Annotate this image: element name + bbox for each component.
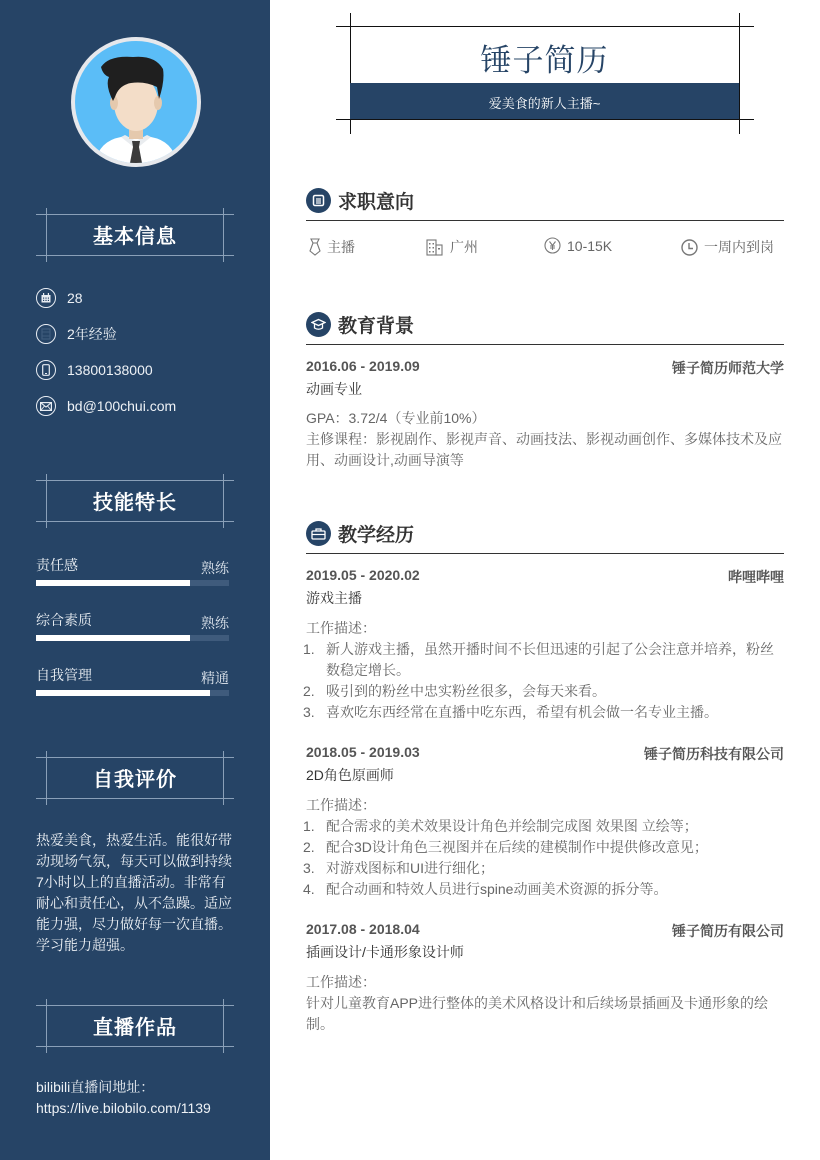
exp-date: 2017.08 - 2018.04 bbox=[306, 921, 420, 937]
exp-duties-list bbox=[303, 639, 785, 723]
skill-level: 精通 bbox=[201, 670, 229, 686]
exp-company: 锤子简历科技有限公司 bbox=[644, 746, 784, 762]
resume-header bbox=[336, 13, 754, 134]
education-heading bbox=[306, 309, 784, 345]
list-item: 4. 配合动画和特效人员进行spine动画美术资源的拆分等。 bbox=[303, 881, 668, 897]
skill-bar bbox=[36, 635, 229, 641]
skills-heading bbox=[36, 474, 234, 528]
basic-info-title: 基本信息 bbox=[93, 226, 177, 248]
exp-duties-list bbox=[303, 816, 785, 900]
skill-bar-fill bbox=[36, 690, 210, 696]
avatar-man-icon bbox=[75, 41, 197, 163]
skill-name: 责任感 bbox=[36, 557, 78, 573]
job-intent-row bbox=[306, 237, 784, 257]
resume-title: 锤子简历 bbox=[480, 43, 609, 78]
exp-role: 游戏主播 bbox=[306, 590, 362, 606]
briefcase-icon bbox=[36, 324, 56, 344]
edu-school: 锤子简历师范大学 bbox=[672, 360, 784, 376]
phone-icon bbox=[36, 360, 56, 380]
skills-title: 技能特长 bbox=[93, 492, 177, 514]
edu-gpa: GPA：3.72/4（专业前10%） bbox=[306, 410, 486, 426]
list-item: 2. 配合3D设计角色三视图并在后续的建模制作中提供修改意见； bbox=[303, 839, 708, 855]
info-age bbox=[36, 288, 83, 308]
list-item: 2. 吸引到的粉丝中忠实粉丝很多，会每天来看。 bbox=[303, 683, 606, 699]
intent-position-text: 主播 bbox=[327, 239, 355, 255]
list-item: 1. 新人游戏主播，虽然开播时间不长但迅速的引起了公会注意并培养，粉丝数稳定增长。 bbox=[303, 641, 774, 678]
experience-heading bbox=[306, 518, 784, 554]
job-intent-title: 求职意向 bbox=[338, 192, 415, 213]
info-phone bbox=[36, 360, 153, 380]
skill-level: 熟练 bbox=[201, 560, 229, 576]
exp-desc-label: 工作描述： bbox=[306, 974, 376, 990]
edu-details bbox=[306, 408, 786, 471]
works-title: 直播作品 bbox=[93, 1017, 177, 1039]
exp-company: 锤子简历有限公司 bbox=[672, 923, 784, 939]
exp-role: 插画设计/卡通形象设计师 bbox=[306, 944, 464, 960]
skill-bar-fill bbox=[36, 635, 190, 641]
list-item: 3. 对游戏图标和UI进行细化； bbox=[303, 860, 494, 876]
basic-info-heading bbox=[36, 208, 234, 262]
clipboard-icon bbox=[306, 188, 331, 213]
list-item: 3. 喜欢吃东西经常在直播中吃东西，希望有机会做一名专业主播。 bbox=[303, 704, 718, 720]
edu-major: 动画专业 bbox=[306, 381, 362, 397]
graduation-cap-icon bbox=[306, 312, 331, 337]
resume-motto: 爱美食的新人主播~ bbox=[488, 96, 601, 111]
skill-level: 熟练 bbox=[201, 615, 229, 631]
info-email bbox=[36, 396, 176, 416]
list-item: 1. 配合需求的美术效果设计角色并绘制完成图 效果图 立绘等； bbox=[303, 818, 698, 834]
avatar bbox=[71, 37, 201, 167]
exp-date: 2019.05 - 2020.02 bbox=[306, 567, 420, 583]
tie-icon bbox=[309, 238, 321, 256]
skill-name: 自我管理 bbox=[36, 667, 92, 683]
works-url-link[interactable]: https://live.bilobilo.com/1139 bbox=[36, 1100, 211, 1116]
mail-icon bbox=[36, 396, 56, 416]
email-value[interactable]: bd@100chui.com bbox=[67, 398, 177, 414]
self-eval-heading bbox=[36, 751, 234, 805]
intent-salary-text: 10-15K bbox=[567, 237, 613, 254]
yen-icon bbox=[544, 237, 561, 254]
sidebar bbox=[0, 0, 270, 1160]
edu-courses: 主修课程：影视剧作、影视声音、动画技法、影视动画创作、多媒体技术及应用、动画设计,动画导演等 bbox=[306, 431, 782, 468]
age-value: 28 bbox=[67, 290, 83, 306]
exp-desc-label: 工作描述： bbox=[306, 797, 376, 813]
skill-name: 综合素质 bbox=[36, 612, 92, 628]
toolbox-icon bbox=[306, 521, 331, 546]
exp-desc-label: 工作描述： bbox=[306, 620, 376, 636]
intent-city bbox=[426, 237, 478, 257]
self-eval-text: 热爱美食，热爱生活。能很好带动现场气氛，每天可以做到持续7小时以上的直播活动。非常有耐心和责任心，从不急躁。适应能力强，尽力做好每一次直播。学习能力超强。 bbox=[36, 832, 232, 953]
intent-salary bbox=[544, 237, 612, 254]
exp-date: 2018.05 - 2019.03 bbox=[306, 744, 420, 760]
intent-availability-text: 一周内到岗 bbox=[704, 239, 774, 255]
building-icon bbox=[426, 239, 444, 256]
works-block bbox=[36, 1077, 236, 1119]
exp-desc-text: 针对儿童教育APP进行整体的美术风格设计和后续场景插画及卡通形象的绘制。 bbox=[306, 995, 769, 1032]
skill-bar bbox=[36, 580, 229, 586]
info-experience bbox=[36, 324, 117, 344]
job-intent-heading bbox=[306, 185, 784, 221]
calendar-icon bbox=[36, 288, 56, 308]
intent-position bbox=[309, 237, 355, 257]
experience-title: 教学经历 bbox=[338, 525, 415, 546]
intent-availability bbox=[681, 237, 774, 257]
experience-value: 2年经验 bbox=[67, 326, 117, 342]
intent-city-text: 广州 bbox=[450, 239, 478, 255]
works-label: bilibili直播间地址： bbox=[36, 1079, 155, 1095]
exp-role: 2D角色原画师 bbox=[306, 767, 394, 783]
skill-bar-fill bbox=[36, 580, 190, 586]
works-heading bbox=[36, 999, 234, 1053]
edu-date: 2016.06 - 2019.09 bbox=[306, 358, 420, 374]
education-title: 教育背景 bbox=[338, 316, 415, 337]
self-eval-title: 自我评价 bbox=[93, 769, 177, 791]
skill-bar bbox=[36, 690, 229, 696]
clock-icon bbox=[681, 239, 698, 256]
phone-value[interactable]: 13800138000 bbox=[67, 362, 153, 378]
exp-company: 哔哩哔哩 bbox=[728, 569, 784, 585]
